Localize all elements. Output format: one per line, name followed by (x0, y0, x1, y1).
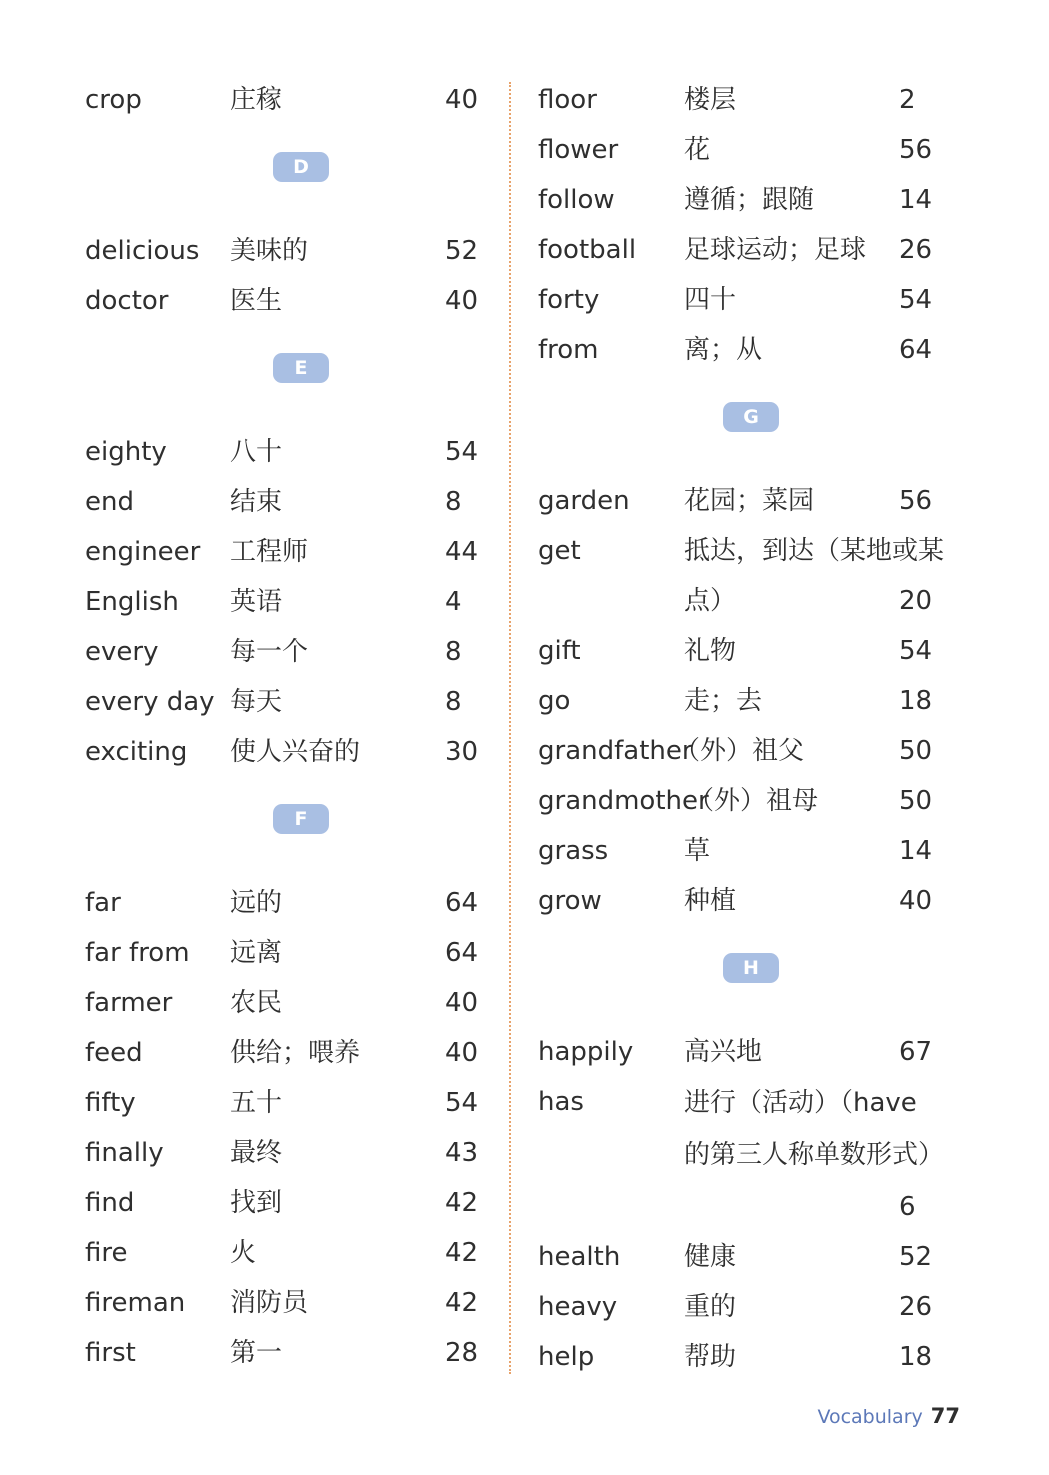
letter-heading-g (538, 375, 958, 476)
vocab-word: has (538, 1087, 584, 1117)
vocab-entry (538, 275, 958, 325)
vocab-page-number: 54 (445, 1088, 479, 1118)
vocab-entry (538, 75, 958, 125)
vocab-page-number: 50 (899, 736, 933, 766)
vocab-page-number: 67 (899, 1037, 933, 1067)
vocab-meaning: 八十 (230, 437, 283, 467)
vocab-meaning: 种植 (684, 886, 737, 916)
vocab-page-number: 54 (445, 437, 479, 467)
vocab-word: help (538, 1342, 595, 1372)
vocab-word: far (85, 888, 121, 918)
vocab-page-number: 52 (445, 236, 479, 266)
vocab-word: feed (85, 1038, 143, 1068)
vocab-entry (85, 1078, 485, 1128)
vocab-page-number: 14 (899, 836, 933, 866)
vocab-meaning: 高兴地 (684, 1037, 763, 1067)
vocab-word: follow (538, 185, 615, 215)
vocab-meaning: 每天 (230, 687, 283, 717)
vocab-entry (85, 978, 485, 1028)
vocab-page-number: 40 (445, 85, 479, 115)
vocab-meaning: 足球运动；足球 (684, 235, 867, 265)
vocab-meaning: 进行（活动）（have 的第三人称单数形式） (684, 1088, 945, 1170)
vocab-meaning: 健康 (684, 1242, 737, 1272)
vocab-page-number: 4 (445, 587, 462, 617)
vocab-meaning: 草 (684, 836, 711, 866)
vocab-page-number: 42 (445, 1188, 479, 1218)
vocab-word: fireman (85, 1288, 186, 1318)
vocab-entry (85, 276, 485, 326)
vocab-word: grow (538, 886, 602, 916)
vocab-entry (85, 1278, 485, 1328)
vocab-page-number: 8 (445, 637, 462, 667)
vocab-page-number: 50 (899, 786, 933, 816)
vocab-page-number: 54 (899, 636, 933, 666)
page-footer (817, 1404, 960, 1428)
vocab-word: engineer (85, 537, 201, 567)
vocab-word: exciting (85, 737, 188, 767)
vocab-word: delicious (85, 236, 200, 266)
vocab-meaning: 花园；菜园 (684, 486, 815, 516)
vocab-entry (85, 1178, 485, 1228)
vocab-meaning: 每一个 (230, 637, 309, 667)
vocab-entry (538, 476, 958, 526)
vocab-word: happily (538, 1037, 634, 1067)
vocab-entry (538, 676, 958, 726)
vocab-word: floor (538, 85, 597, 115)
vocab-entry (85, 627, 485, 677)
vocab-word: every (85, 637, 159, 667)
vocab-word: gift (538, 636, 581, 666)
vocab-entry (538, 125, 958, 175)
vocab-page-number: 42 (445, 1238, 479, 1268)
vocab-page-number: 40 (445, 988, 479, 1018)
vocab-word: doctor (85, 286, 169, 316)
vocab-entry (538, 225, 958, 275)
vocab-page-number: 40 (445, 1038, 479, 1068)
vocab-entry (538, 876, 958, 926)
vocab-entry (538, 1027, 958, 1077)
vocab-meaning: （外）祖父 (674, 736, 805, 766)
vocab-meaning: 走；去 (684, 686, 763, 716)
vocab-entry (85, 527, 485, 577)
vocab-meaning: 离；从 (684, 335, 763, 365)
vocab-word: eighty (85, 437, 167, 467)
vocab-meaning: 遵循；跟随 (684, 185, 815, 215)
vocab-page-number: 42 (445, 1288, 479, 1318)
vocab-meaning: 供给；喂养 (230, 1038, 361, 1068)
vocab-entry (85, 1028, 485, 1078)
vocab-word: football (538, 235, 637, 265)
vocab-entry (85, 1228, 485, 1278)
page-number: 77 (930, 1404, 960, 1428)
vocab-meaning: 五十 (230, 1088, 283, 1118)
vocab-meaning: 四十 (684, 285, 737, 315)
vocab-word: health (538, 1242, 621, 1272)
vocab-meaning: 楼层 (684, 85, 737, 115)
vocab-entry (538, 175, 958, 225)
vocab-word: get (538, 536, 581, 566)
vocab-entry (85, 477, 485, 527)
vocab-word: garden (538, 486, 630, 516)
vocab-page-number: 18 (899, 686, 933, 716)
vocab-entry (538, 1282, 958, 1332)
vocab-meaning: 花 (684, 135, 711, 165)
vocab-entry (85, 928, 485, 978)
vocab-page-number: 8 (445, 487, 462, 517)
vocab-page-number: 28 (445, 1338, 479, 1368)
vocab-entry (85, 727, 485, 777)
vocab-word: crop (85, 85, 142, 115)
vocab-entry (538, 726, 958, 776)
vocab-word: fifty (85, 1088, 136, 1118)
vocab-word: from (538, 335, 599, 365)
vocab-page-number: 56 (899, 135, 933, 165)
vocab-word: farmer (85, 988, 173, 1018)
vocabulary-column-left (85, 75, 485, 1378)
vocab-meaning: 第一 (230, 1338, 283, 1368)
vocab-meaning: 农民 (230, 988, 283, 1018)
vocab-page-number: 40 (899, 886, 933, 916)
letter-badge: G (723, 402, 779, 432)
vocab-word: heavy (538, 1292, 618, 1322)
vocab-meaning: 远的 (230, 888, 283, 918)
vocab-page-number: 43 (445, 1138, 479, 1168)
letter-badge: F (273, 804, 329, 834)
vocab-word: find (85, 1188, 135, 1218)
vocab-meaning: 消防员 (230, 1288, 309, 1318)
vocab-word: flower (538, 135, 619, 165)
vocab-entry (538, 325, 958, 375)
vocab-entry (538, 626, 958, 676)
vocab-entry (85, 577, 485, 627)
vocab-page-number: 26 (899, 1292, 933, 1322)
vocab-page-number: 40 (445, 286, 479, 316)
letter-badge: H (723, 953, 779, 983)
vocab-meaning: 英语 (230, 587, 283, 617)
vocab-page-number: 44 (445, 537, 479, 567)
vocab-entry (538, 526, 958, 626)
letter-heading-h (538, 926, 958, 1027)
vocab-meaning: 医生 (230, 286, 283, 316)
vocab-page-number: 18 (899, 1342, 933, 1372)
vocab-word: forty (538, 285, 600, 315)
vocab-meaning: （外）祖母 (688, 786, 819, 816)
vocab-entry (85, 1128, 485, 1178)
vocab-word: first (85, 1338, 136, 1368)
vocab-word: grandmother (538, 786, 709, 816)
footer-section-label: Vocabulary (817, 1406, 923, 1428)
letter-heading-e (85, 326, 485, 427)
vocab-meaning: 找到 (230, 1188, 283, 1218)
vocab-page-number: 14 (899, 185, 933, 215)
vocab-entry (85, 75, 485, 125)
vocab-page-number: 26 (899, 235, 933, 265)
letter-heading-f (85, 777, 485, 878)
vocab-page-number: 52 (899, 1242, 933, 1272)
vocab-meaning: 远离 (230, 938, 283, 968)
vocab-meaning: 礼物 (684, 636, 737, 666)
vocab-page-number: 30 (445, 737, 479, 767)
vocab-meaning: 美味的 (230, 236, 309, 266)
vocab-entry (85, 1328, 485, 1378)
vocab-meaning: 最终 (230, 1138, 283, 1168)
vocab-word: grandfather (538, 736, 693, 766)
vocab-page-number: 8 (445, 687, 462, 717)
vocab-word: far from (85, 938, 190, 968)
vocab-page-number: 54 (899, 285, 933, 315)
vocab-entry (85, 677, 485, 727)
vocab-meaning: 结束 (230, 487, 283, 517)
vocab-meaning: 抵达，到达（某地或某点） (684, 536, 945, 616)
vocab-entry (85, 427, 485, 477)
vocab-page-number: 64 (445, 938, 479, 968)
vocabulary-column-right (538, 75, 958, 1382)
vocab-word: fire (85, 1238, 128, 1268)
vocab-meaning: 工程师 (230, 537, 309, 567)
vocab-entry (538, 1077, 958, 1232)
vocab-meaning: 使人兴奋的 (230, 737, 361, 767)
vocab-meaning: 重的 (684, 1292, 737, 1322)
vocab-page-number: 2 (899, 85, 916, 115)
vocab-word: go (538, 686, 571, 716)
vocab-meaning: 火 (230, 1238, 257, 1268)
vocab-page-number: 56 (899, 486, 933, 516)
vocab-entry (85, 878, 485, 928)
vocab-word: English (85, 587, 179, 617)
vocab-meaning: 庄稼 (230, 85, 283, 115)
vocab-word: end (85, 487, 134, 517)
vocab-word: every day (85, 687, 215, 717)
vocab-word: grass (538, 836, 609, 866)
letter-badge: D (273, 152, 329, 182)
vocab-meaning: 帮助 (684, 1342, 737, 1372)
letter-heading-d (85, 125, 485, 226)
vocab-page-number: 64 (899, 335, 933, 365)
vocab-page-number: 64 (445, 888, 479, 918)
vocab-entry (538, 776, 958, 826)
letter-badge: E (273, 353, 329, 383)
vocab-entry (538, 826, 958, 876)
vocab-entry (538, 1232, 958, 1282)
column-divider (509, 82, 511, 1374)
vocab-page-number: 6 (899, 1192, 916, 1222)
vocab-word: finally (85, 1138, 164, 1168)
vocab-entry (538, 1332, 958, 1382)
vocab-entry (85, 226, 485, 276)
vocab-page-number: 20 (899, 586, 933, 616)
